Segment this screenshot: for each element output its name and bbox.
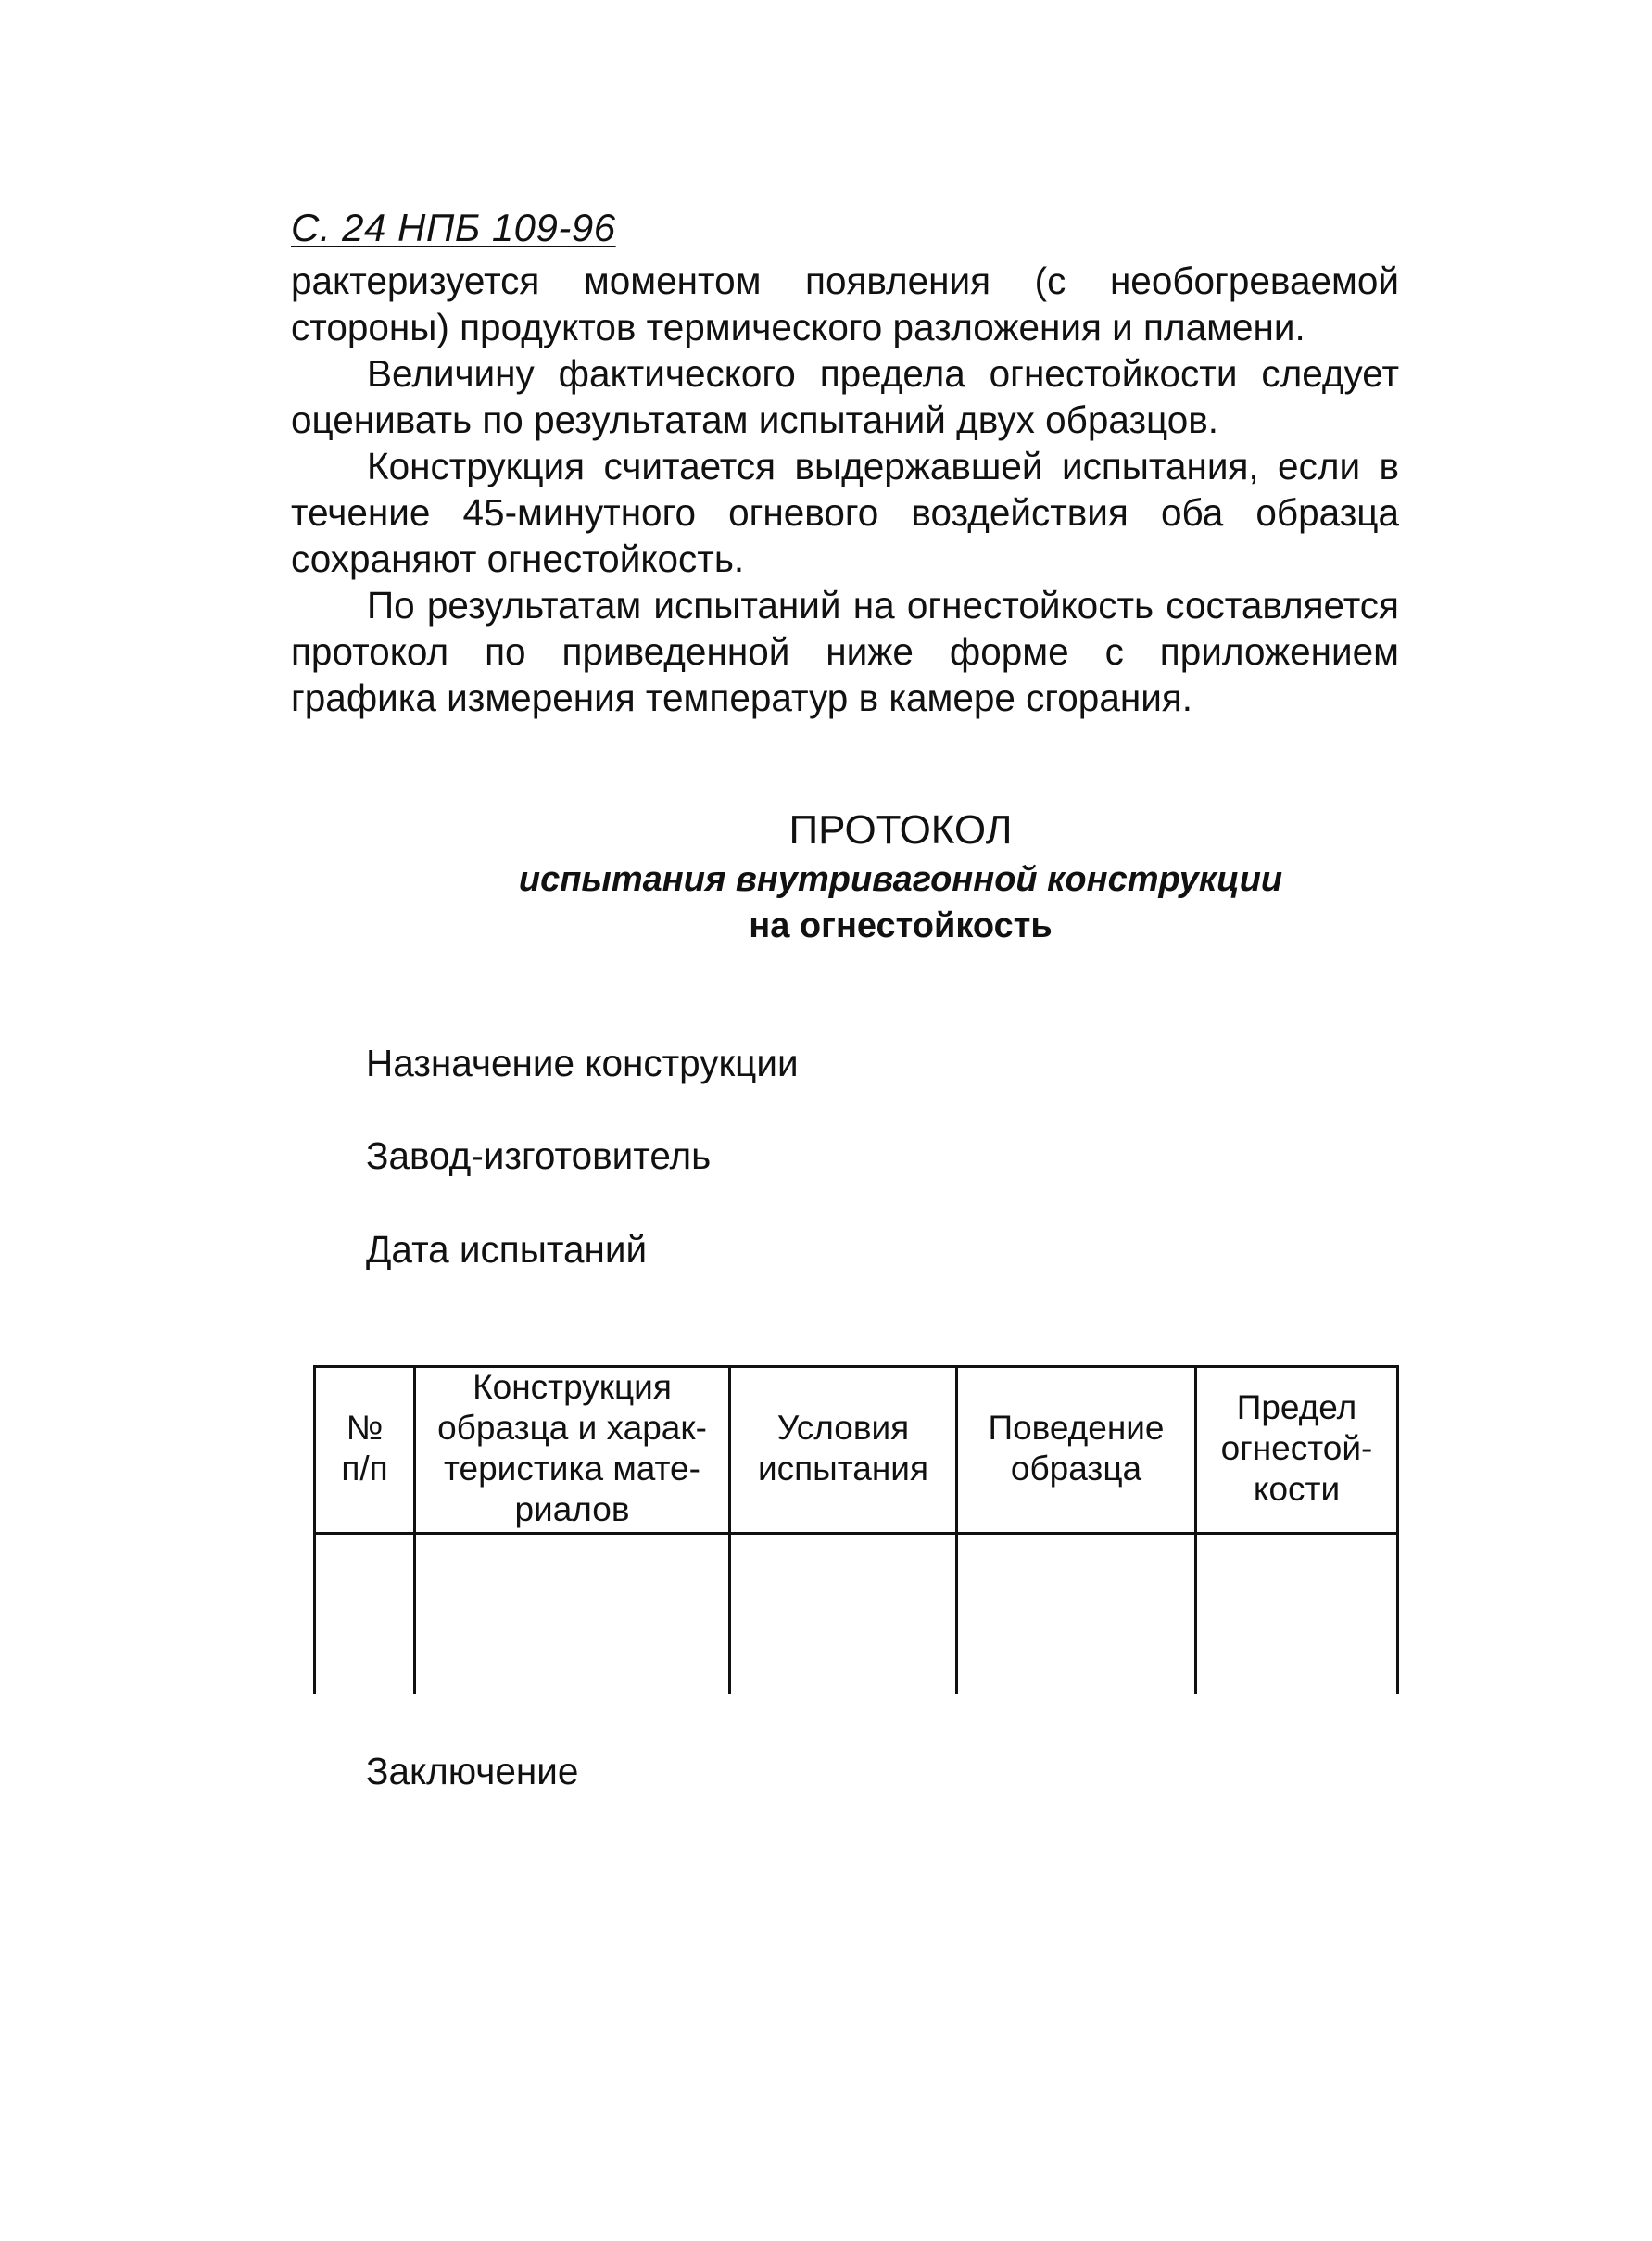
table-header-rule [313,1532,1399,1535]
field-test-date: Дата испытаний [366,1228,648,1271]
field-conclusion: Заключение [366,1750,579,1792]
paragraph-4: По результатам испытаний на огнестойкость составляется протокол по приведенной ниже форме с приложением графика измерения температур в камере сгорания. [291,584,1399,719]
protocol-title-block [291,804,1399,949]
protocol-table [313,1365,1399,1694]
field-manufacturer: Завод-изготовитель [366,1134,712,1177]
table-header-number: № п/п [341,1409,388,1488]
paragraph-3: Конструкция считается выдержавшей испытания, если в течение 45-минутного огневого воздействия оба образца сохраняют огнестойкость. [291,445,1399,580]
table-col-rule-6 [1396,1365,1399,1694]
table-header-behavior: Поведение образца [988,1409,1165,1488]
running-head: С. 24 НПБ 109-96 [291,206,616,249]
table-header-conditions: Условия испытания [757,1409,929,1488]
body-text [291,258,1399,721]
paragraph-1: рактеризуется моментом появления (с необогреваемой стороны) продуктов термического разложения и пламени. [291,260,1399,348]
protocol-subtitle-line-1: испытания внутривагонной конструкции [518,860,1283,899]
protocol-title: ПРОТОКОЛ [788,807,1013,853]
paragraph-2: Величину фактического предела огнестойкости следует оценивать по результатам испытаний двух образцов. [291,352,1399,441]
table-header-construction: Конструкция образца и харак- теристика мате- риалов [437,1368,707,1528]
field-purpose: Назначение конструкции [366,1042,799,1084]
table-header-fire-resistance: Предел огнестой- кости [1220,1388,1373,1508]
protocol-subtitle-line-2: на огнестойкость [749,906,1053,945]
